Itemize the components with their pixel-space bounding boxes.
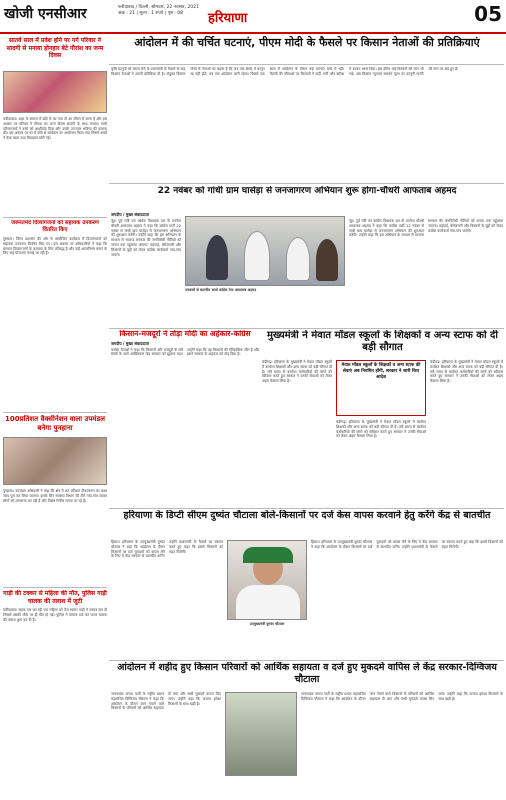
divider: [109, 328, 504, 329]
story-cm-teachers-body-left: चंडीगढ़। हरियाणा के मुख्यमंत्री ने मेवात मॉडल स्कूलों में कार्यरत शिक्षकों और अन्य स्टाफ को बड़ी सौगात दी है। लंबे समय से कार्यरत कर्मचारियों की मांगों को स्वीकार करते हुए सरकार ने उनकी सेवाओं को लेकर अहम फैसला लिया है।: [262, 360, 332, 384]
story-farmers-congress-byline: जगदीप / मुख्य संवाददाता: [111, 340, 149, 346]
divider: [109, 64, 504, 65]
story-vaccination: [3, 415, 107, 585]
story-cm-teachers-headline: मुख्यमंत्री ने मेवात मॉडल स्कूलों के शिक्षकों व अन्य स्टाफ को दी बड़ी सौगात: [267, 330, 498, 353]
deputy-cm-photo: [227, 540, 307, 620]
story-aftab-byline: जगदीप / मुख्य संवाददाता: [111, 212, 149, 217]
divider: [3, 587, 107, 588]
lead-headline-block: [111, 36, 503, 62]
story-cm-teachers-body-right: चंडीगढ़। हरियाणा के मुख्यमंत्री ने मेवात मॉडल स्कूलों में कार्यरत शिक्षकों और अन्य स्टाफ को बड़ी सौगात दी है। लंबे समय से कार्यरत कर्मचारियों की मांगों को स्वीकार करते हुए सरकार ने उनकी सेवाओं को लेकर अहम फैसला लिया है।: [430, 360, 503, 384]
story-cm-teachers: [262, 330, 503, 506]
aftab-photo-caption: पत्रकारों से बातचीत करते कांग्रेस नेता आफताब अहमद: [185, 288, 257, 292]
story-farmers-congress-body: कांग्रेस नेताओं ने कहा कि किसानों और मजदूरों के लंबे संघर्ष के आगे आखिरकार केंद्र सरकार को झुकना पड़ा। उन्होंने कहा कि यह किसानों की ऐतिहासिक जीत है और इसने सरकार के अहंकार को तोड़ दिया है।: [111, 347, 259, 357]
story-lady-death: [3, 590, 107, 796]
story-aftab-headline: 22 नवंबर को गांधी ग्राम घासेड़ा से जनजागरण अभियान शुरू होगा-चौधरी आफताब अहमद: [157, 186, 457, 196]
dateline-2: अंक : 21 | मूल्य : 1 रुपये | पृष्ठ : 08: [118, 11, 183, 16]
story-birthday: [3, 37, 107, 215]
dateline-1: फरीदाबाद / दिल्ली, सोमवार, 22 नवम्बर, 2021: [118, 5, 199, 10]
story-divyang-body: गुरुग्राम। जिला प्रशासन की ओर से आयोजित कार्यक्रम में दिव्यांगजनों को सहायक उपकरण वितरित किए गए। इस अवसर पर अधिकारियों ने कहा कि सरकार दिव्यांगजनों के कल्याण के लिए प्रतिबद्ध है और उन्हें आत्मनिर्भर बनाने के लिए कई योजनाएं चलाई जा रही हैं।: [3, 237, 107, 256]
aftab-photo: [185, 216, 345, 286]
story-lady-death-headline: गाड़ी की टक्कर से महिला की मौत, पुलिस गाड़ी चालक की तलाश में जुटी: [3, 590, 107, 605]
story-farmers-congress-headline: किसान-मजदूरों ने तोड़ा मोदी का अहंकार-कांग्रेस: [119, 330, 251, 338]
story-farmers-congress: [111, 330, 259, 506]
section-name: हरियाणा: [208, 11, 248, 26]
story-aftab-body-left: नूंह। पूर्व मंत्री एवं कांग्रेस विधायक दल के उपनेता चौधरी आफताब अहमद ने कहा कि कांग्रेस पार्टी 22 नवंबर से गांधी ग्राम घासेड़ा से जनजागरण अभियान की शुरुआत करेगी। उन्होंने कहा कि इस अभियान के माध्यम से भाजपा सरकार की जनविरोधी नीतियों को जनता तक पहुंचाया जाएगा। महंगाई, बेरोजगारी और किसानों के मुद्दों को लेकर कांग्रेस कार्यकर्ता गांव-गांव जाएंगे।: [111, 219, 181, 257]
divider: [109, 508, 504, 509]
digvijay-photo: [225, 692, 297, 776]
story-aftab-body-right: नूंह। पूर्व मंत्री एवं कांग्रेस विधायक दल के उपनेता चौधरी आफताब अहमद ने कहा कि कांग्रेस पार्टी 22 नवंबर से गांधी ग्राम घासेड़ा से जनजागरण अभियान की शुरुआत करेगी। उन्होंने कहा कि इस अभियान के माध्यम से भाजपा सरकार की जनविरोधी नीतियों को जनता तक पहुंचाया जाएगा। महंगाई, बेरोजगारी और किसानों के मुद्दों को लेकर कांग्रेस कार्यकर्ता गांव-गांव जाएंगे।: [349, 219, 503, 238]
story-deputy-cm: [111, 510, 503, 658]
birthday-photo: [3, 71, 107, 113]
story-divyang-headline: जरूरतमंद दिव्यांगजनों को सहायक उपकरण वितरित किए: [11, 220, 99, 233]
story-digvijay: [111, 662, 503, 798]
story-lead-body: कृषि कानूनों को वापस लेने के प्रधानमंत्री के फैसले के बाद किसान नेताओं ने अपनी प्रतिक्रिया दी है। संयुक्त किसान मोर्चा के नेताओं का कहना है कि जब तक संसद में कानून रद्द नहीं होते, तब तक आंदोलन जारी रहेगा। पिछले एक साल में आंदोलन के दौरान कई घटनाएं चर्चा में रहीं। दिल्ली की सीमाओं पर किसानों ने सर्दी, गर्मी और बारिश में डटकर धरना दिया। इस दौरान कई किसानों की जान भी गई। अब किसान न्यूनतम समर्थन मूल्य पर कानूनी गारंटी की मांग पर अड़े हुए हैं।: [111, 67, 459, 76]
story-digvijay-body-left: जननायक जनता पार्टी के राष्ट्रीय प्रधान महासचिव दिग्विजय चौटाला ने कहा कि आंदोलन के दौरान जान गंवाने वाले किसानों के परिवारों को आर्थिक सहायता दी जाए और सभी मुकदमे वापस लिए जाएं। उन्होंने कहा कि जजपा हमेशा किसानों के साथ खड़ी है।: [111, 692, 221, 711]
story-divyang: [3, 220, 107, 410]
story-birthday-headline: सातवें साल में प्रवेश होने पर गर्ग परिवार ने सादगी से मनाया होनहार बेटे गौरांश का जन्म दिवस: [6, 37, 104, 59]
cm-teachers-box-text: मेवात मॉडल स्कूलों के शिक्षकों व अन्य स्टाफ की सेवाएं अब नियमित होंगी, सरकार ने जारी किए आदेश: [341, 363, 421, 380]
divider: [3, 412, 107, 413]
newspaper-logo: खोजी एनसीआर: [4, 6, 87, 22]
story-birthday-body: फरीदाबाद। शहर के समाज में छोटे से का नाम तो आ जीवन में जाना है और इस अवसर पर परिवार ने गौरांश का जन्म दिवस सादगी के साथ मनाया। सभी परिवारजनों ने बच्चे को आशीर्वाद दिया और उसके उज्ज्वल भविष्य की कामना की। इस अवसर पर घर में छोटे से कार्यक्रम का आयोजन किया गया जिसमें बच्चों ने केक काटा तथा मिठाइयां बांटी गईं।: [3, 117, 107, 141]
story-lady-death-body: फरीदाबाद। सड़क पार कर रही एक महिला को तेज रफ्तार गाड़ी ने टक्कर मार दी जिससे उसकी मौके पर ही मौत हो गई। पुलिस ने मामला दर्ज कर फरार चालक की तलाश शुरू कर दी है।: [3, 608, 107, 622]
story-digvijay-headline: आंदोलन में शहीद हुए किसान परिवारों को आर्थिक सहायता व दर्ज हुए मुकदमे वापिस ले केंद्र सरकार-दिग्विजय चौटाला: [117, 662, 497, 685]
lead-headline: आंदोलन में की चर्चित घटनाएं, पीएम मोदी के फैसले पर किसान नेताओं की प्रतिक्रियाएं: [134, 36, 480, 49]
divider: [109, 183, 504, 184]
story-aftab: [111, 186, 503, 326]
story-cm-teachers-body-mid: चंडीगढ़। हरियाणा के मुख्यमंत्री ने मेवात मॉडल स्कूलों में कार्यरत शिक्षकों और अन्य स्टाफ को बड़ी सौगात दी है। लंबे समय से कार्यरत कर्मचारियों की मांगों को स्वीकार करते हुए सरकार ने उनकी सेवाओं को लेकर अहम फैसला लिया है।: [336, 420, 426, 439]
divider: [109, 660, 504, 661]
story-deputy-cm-headline: हरियाणा के डिप्टी सीएम दुष्यंत चौटाला बोले-किसानों पर दर्ज केस वापस करवाने हेतु करेंगे केंद्र से बातचीत: [123, 510, 491, 521]
story-deputy-cm-body-right: हिसार। हरियाणा के उपमुख्यमंत्री दुष्यंत चौटाला ने कहा कि आंदोलन के दौरान किसानों पर दर्ज मुकदमों को वापस लेने के लिए वे केंद्र सरकार से बातचीत करेंगे। उन्होंने प्रधानमंत्री के फैसले का स्वागत करते हुए कहा कि इससे किसानों को राहत मिलेगी।: [311, 540, 503, 549]
cm-teachers-box: [336, 360, 426, 416]
deputy-cm-photo-caption: उपमुख्यमंत्री दुष्यंत चौटाला: [249, 622, 285, 626]
divider: [3, 217, 107, 218]
vaccination-photo: [3, 437, 107, 485]
story-vaccination-headline: 100प्रतिशत वैक्सीनेशन वाला उपमंडल बनेगा पुनहाना: [5, 415, 105, 432]
story-deputy-cm-body-left: हिसार। हरियाणा के उपमुख्यमंत्री दुष्यंत चौटाला ने कहा कि आंदोलन के दौरान किसानों पर दर्ज मुकदमों को वापस लेने के लिए वे केंद्र सरकार से बातचीत करेंगे। उन्होंने प्रधानमंत्री के फैसले का स्वागत करते हुए कहा कि इससे किसानों को राहत मिलेगी।: [111, 540, 223, 559]
page-number: 05: [474, 2, 502, 26]
story-vaccination-body: पुनहाना। उपमंडल अधिकारी ने कहा कि क्षेत्र में शत प्रतिशत टीकाकरण का लक्ष्य जल्द पूरा कर लिया जाएगा। इसके लिए स्वास्थ्य विभाग की टीमें गांव-गांव जाकर लोगों को जागरूक कर रही हैं और विशेष शिविर लगाए जा रहे हैं।: [3, 489, 107, 503]
story-digvijay-body-right: जननायक जनता पार्टी के राष्ट्रीय प्रधान महासचिव दिग्विजय चौटाला ने कहा कि आंदोलन के दौरान जान गंवाने वाले किसानों के परिवारों को आर्थिक सहायता दी जाए और सभी मुकदमे वापस लिए जाएं। उन्होंने कहा कि जजपा हमेशा किसानों के साथ खड़ी है।: [301, 692, 503, 701]
masthead: [0, 0, 506, 34]
story-lead: [111, 67, 503, 181]
